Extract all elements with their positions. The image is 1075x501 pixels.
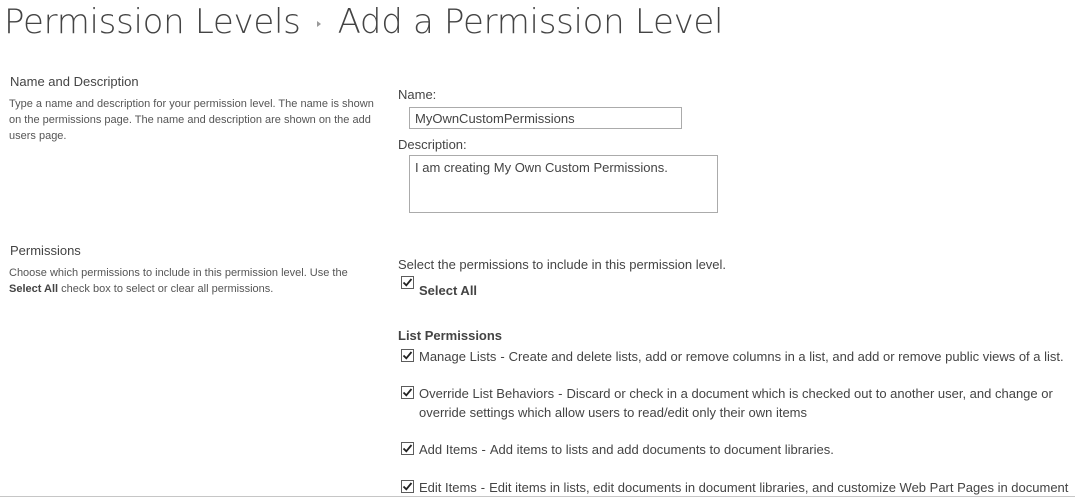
permission-description: Discard or check in a document which is checked out to another user, and change or override settings which allow users to read/edit only their own items (419, 386, 1053, 420)
list-permissions-heading: List Permissions (398, 328, 503, 343)
permission-row-override-list-behaviors (419, 384, 1071, 422)
permission-description: Edit items in lists, edit documents in document libraries, and customize Web Part Pages in document (489, 480, 1069, 495)
permission-description: Create and delete lists, add or remove columns in a list, and add or remove public views of a list. (508, 349, 1064, 364)
permissions-intro: Select the permissions to include in this permission level. (398, 257, 727, 272)
description-textarea[interactable] (409, 155, 718, 213)
permission-name: Override List Behaviors (419, 386, 555, 401)
name-label: Name: (398, 87, 437, 102)
name-description-help-text: Type a name and description for your permission level. The name is shown on the permissions page. The name and description are shown on the add users page. (9, 98, 374, 142)
edit-items-checkbox[interactable] (401, 480, 414, 493)
add-items-checkbox[interactable] (401, 442, 414, 455)
permission-row-manage-lists (419, 347, 1071, 366)
permission-row-edit-items (419, 478, 1071, 497)
permission-name: Edit Items (419, 480, 477, 495)
name-input[interactable] (409, 107, 682, 129)
manage-lists-checkbox[interactable] (401, 349, 414, 362)
permissions-help-prefix: Choose which permissions to include in this permission level. Use the (9, 267, 348, 279)
select-all-label: Select All (419, 283, 478, 298)
permissions-help-suffix: check box to select or clear all permissions. (58, 283, 274, 295)
permissions-help-bold: Select All (9, 283, 59, 295)
checkmark-icon (402, 387, 413, 398)
breadcrumb-arrow-icon (317, 21, 321, 27)
permission-separator: - (481, 442, 486, 457)
breadcrumb-current: Add a Permission Level (337, 2, 724, 42)
permission-name: Add Items (419, 442, 478, 457)
override-list-behaviors-checkbox[interactable] (401, 386, 414, 399)
permissions-help-text (9, 265, 374, 297)
permission-separator: - (558, 386, 563, 401)
permissions-section-title: Permissions (10, 243, 81, 258)
page-title (4, 2, 723, 42)
bottom-divider (0, 496, 1075, 497)
breadcrumb-permission-levels-link[interactable]: Permission Levels (4, 2, 301, 42)
permission-name: Manage Lists (419, 349, 497, 364)
name-description-section-title: Name and Description (10, 74, 139, 89)
permission-separator: - (480, 480, 486, 495)
description-label: Description: (398, 137, 467, 152)
permission-row-add-items (419, 440, 1071, 459)
checkmark-icon (402, 443, 413, 454)
select-all-checkbox[interactable] (401, 276, 414, 289)
checkmark-icon (402, 277, 413, 288)
permission-description: Add items to lists and add documents to document libraries. (489, 442, 834, 457)
checkmark-icon (402, 350, 413, 361)
permission-separator: - (500, 349, 505, 364)
checkmark-icon (402, 481, 413, 492)
